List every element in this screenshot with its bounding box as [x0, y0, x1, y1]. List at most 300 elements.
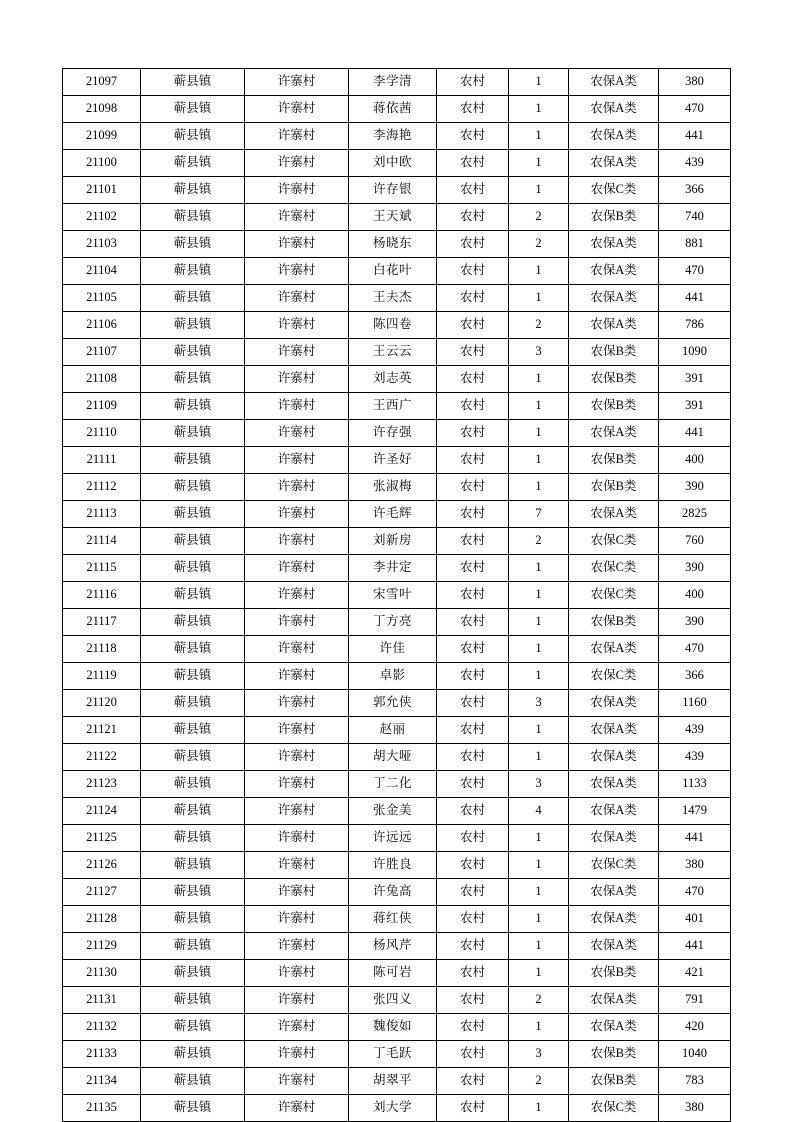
cell-amount: 740 [659, 204, 731, 231]
cell-people: 1 [509, 609, 569, 636]
table-row [63, 447, 731, 474]
cell-household-type: 农村 [437, 906, 509, 933]
cell-amount: 390 [659, 555, 731, 582]
cell-amount: 1479 [659, 798, 731, 825]
cell-household-type: 农村 [437, 204, 509, 231]
cell-household-type: 农村 [437, 123, 509, 150]
cell-village: 许寨村 [245, 1014, 349, 1041]
table-row [63, 609, 731, 636]
cell-category: 农保B类 [569, 474, 659, 501]
cell-category: 农保A类 [569, 285, 659, 312]
cell-village: 许寨村 [245, 609, 349, 636]
cell-category: 农保A类 [569, 987, 659, 1014]
cell-household-type: 农村 [437, 420, 509, 447]
cell-household-type: 农村 [437, 1041, 509, 1068]
cell-id: 21118 [63, 636, 141, 663]
cell-amount: 439 [659, 744, 731, 771]
cell-amount: 401 [659, 906, 731, 933]
cell-town: 蕲县镇 [141, 1014, 245, 1041]
cell-category: 农保B类 [569, 339, 659, 366]
cell-name: 刘中欧 [349, 150, 437, 177]
cell-village: 许寨村 [245, 825, 349, 852]
cell-town: 蕲县镇 [141, 879, 245, 906]
cell-category: 农保A类 [569, 744, 659, 771]
cell-household-type: 农村 [437, 1068, 509, 1095]
table-row [63, 852, 731, 879]
cell-town: 蕲县镇 [141, 447, 245, 474]
cell-people: 4 [509, 798, 569, 825]
table-row [63, 339, 731, 366]
table-row [63, 150, 731, 177]
cell-category: 农保B类 [569, 204, 659, 231]
cell-household-type: 农村 [437, 555, 509, 582]
cell-people: 1 [509, 933, 569, 960]
cell-amount: 439 [659, 150, 731, 177]
cell-village: 许寨村 [245, 123, 349, 150]
cell-household-type: 农村 [437, 285, 509, 312]
cell-town: 蕲县镇 [141, 258, 245, 285]
cell-category: 农保A类 [569, 636, 659, 663]
cell-people: 1 [509, 177, 569, 204]
cell-people: 1 [509, 960, 569, 987]
cell-people: 3 [509, 771, 569, 798]
cell-id: 21134 [63, 1068, 141, 1095]
cell-name: 许佳 [349, 636, 437, 663]
cell-people: 7 [509, 501, 569, 528]
cell-id: 21133 [63, 1041, 141, 1068]
cell-id: 21099 [63, 123, 141, 150]
cell-amount: 1160 [659, 690, 731, 717]
cell-household-type: 农村 [437, 312, 509, 339]
cell-category: 农保A类 [569, 879, 659, 906]
cell-name: 陈四卷 [349, 312, 437, 339]
cell-people: 3 [509, 339, 569, 366]
cell-village: 许寨村 [245, 447, 349, 474]
cell-id: 21111 [63, 447, 141, 474]
cell-amount: 441 [659, 285, 731, 312]
cell-people: 1 [509, 123, 569, 150]
cell-town: 蕲县镇 [141, 744, 245, 771]
cell-amount: 366 [659, 177, 731, 204]
cell-name: 蒋依茜 [349, 96, 437, 123]
cell-category: 农保C类 [569, 582, 659, 609]
cell-village: 许寨村 [245, 717, 349, 744]
cell-town: 蕲县镇 [141, 285, 245, 312]
table-row [63, 177, 731, 204]
cell-category: 农保B类 [569, 1068, 659, 1095]
cell-people: 1 [509, 636, 569, 663]
cell-name: 陈可岩 [349, 960, 437, 987]
table-row [63, 933, 731, 960]
table-row [63, 474, 731, 501]
cell-name: 胡翠平 [349, 1068, 437, 1095]
cell-category: 农保A类 [569, 906, 659, 933]
cell-id: 21113 [63, 501, 141, 528]
cell-id: 21112 [63, 474, 141, 501]
cell-town: 蕲县镇 [141, 609, 245, 636]
cell-category: 农保A类 [569, 690, 659, 717]
cell-people: 2 [509, 528, 569, 555]
cell-town: 蕲县镇 [141, 393, 245, 420]
table-row [63, 825, 731, 852]
table-row [63, 366, 731, 393]
cell-category: 农保B类 [569, 609, 659, 636]
cell-people: 1 [509, 420, 569, 447]
table-row [63, 285, 731, 312]
cell-people: 1 [509, 879, 569, 906]
cell-category: 农保A类 [569, 231, 659, 258]
table-body [63, 69, 731, 1122]
cell-category: 农保A类 [569, 501, 659, 528]
cell-id: 21100 [63, 150, 141, 177]
cell-id: 21116 [63, 582, 141, 609]
cell-category: 农保C类 [569, 663, 659, 690]
cell-category: 农保B类 [569, 366, 659, 393]
cell-category: 农保C类 [569, 555, 659, 582]
cell-village: 许寨村 [245, 555, 349, 582]
cell-amount: 439 [659, 717, 731, 744]
cell-amount: 391 [659, 366, 731, 393]
cell-amount: 791 [659, 987, 731, 1014]
cell-town: 蕲县镇 [141, 987, 245, 1014]
cell-id: 21124 [63, 798, 141, 825]
table-row [63, 663, 731, 690]
cell-household-type: 农村 [437, 771, 509, 798]
cell-people: 1 [509, 285, 569, 312]
cell-people: 1 [509, 69, 569, 96]
cell-village: 许寨村 [245, 258, 349, 285]
cell-village: 许寨村 [245, 420, 349, 447]
cell-category: 农保A类 [569, 420, 659, 447]
cell-amount: 470 [659, 96, 731, 123]
cell-town: 蕲县镇 [141, 582, 245, 609]
table-row [63, 582, 731, 609]
cell-name: 刘志英 [349, 366, 437, 393]
cell-id: 21128 [63, 906, 141, 933]
cell-amount: 441 [659, 420, 731, 447]
cell-village: 许寨村 [245, 582, 349, 609]
cell-household-type: 农村 [437, 501, 509, 528]
cell-household-type: 农村 [437, 987, 509, 1014]
cell-name: 刘大学 [349, 1095, 437, 1122]
cell-household-type: 农村 [437, 150, 509, 177]
table-row [63, 798, 731, 825]
table-row [63, 528, 731, 555]
cell-category: 农保A类 [569, 771, 659, 798]
cell-household-type: 农村 [437, 258, 509, 285]
cell-amount: 390 [659, 474, 731, 501]
cell-household-type: 农村 [437, 852, 509, 879]
cell-people: 1 [509, 393, 569, 420]
cell-household-type: 农村 [437, 96, 509, 123]
cell-id: 21120 [63, 690, 141, 717]
cell-id: 21131 [63, 987, 141, 1014]
cell-category: 农保A类 [569, 798, 659, 825]
cell-village: 许寨村 [245, 771, 349, 798]
cell-people: 1 [509, 825, 569, 852]
cell-village: 许寨村 [245, 501, 349, 528]
cell-town: 蕲县镇 [141, 825, 245, 852]
cell-id: 21109 [63, 393, 141, 420]
cell-name: 李海艳 [349, 123, 437, 150]
table-row [63, 1068, 731, 1095]
cell-name: 杨晓东 [349, 231, 437, 258]
cell-household-type: 农村 [437, 825, 509, 852]
cell-village: 许寨村 [245, 852, 349, 879]
cell-town: 蕲县镇 [141, 690, 245, 717]
cell-id: 21126 [63, 852, 141, 879]
table-row [63, 420, 731, 447]
cell-people: 1 [509, 744, 569, 771]
cell-town: 蕲县镇 [141, 1041, 245, 1068]
cell-people: 1 [509, 474, 569, 501]
cell-id: 21101 [63, 177, 141, 204]
cell-town: 蕲县镇 [141, 96, 245, 123]
table-row [63, 906, 731, 933]
cell-name: 许胜良 [349, 852, 437, 879]
cell-id: 21130 [63, 960, 141, 987]
cell-people: 1 [509, 555, 569, 582]
cell-household-type: 农村 [437, 960, 509, 987]
cell-town: 蕲县镇 [141, 528, 245, 555]
cell-village: 许寨村 [245, 231, 349, 258]
cell-household-type: 农村 [437, 231, 509, 258]
cell-category: 农保B类 [569, 1041, 659, 1068]
cell-id: 21121 [63, 717, 141, 744]
cell-town: 蕲县镇 [141, 123, 245, 150]
cell-name: 卓影 [349, 663, 437, 690]
cell-town: 蕲县镇 [141, 150, 245, 177]
cell-amount: 441 [659, 825, 731, 852]
cell-id: 21107 [63, 339, 141, 366]
cell-amount: 783 [659, 1068, 731, 1095]
cell-amount: 441 [659, 123, 731, 150]
cell-category: 农保C类 [569, 1095, 659, 1122]
cell-people: 1 [509, 852, 569, 879]
cell-id: 21127 [63, 879, 141, 906]
cell-village: 许寨村 [245, 798, 349, 825]
cell-village: 许寨村 [245, 663, 349, 690]
cell-id: 21102 [63, 204, 141, 231]
cell-id: 21123 [63, 771, 141, 798]
cell-category: 农保B类 [569, 393, 659, 420]
cell-name: 杨风芹 [349, 933, 437, 960]
cell-village: 许寨村 [245, 636, 349, 663]
table-row [63, 690, 731, 717]
cell-amount: 470 [659, 258, 731, 285]
cell-category: 农保C类 [569, 177, 659, 204]
cell-village: 许寨村 [245, 474, 349, 501]
cell-name: 王西广 [349, 393, 437, 420]
cell-town: 蕲县镇 [141, 852, 245, 879]
cell-people: 1 [509, 582, 569, 609]
cell-town: 蕲县镇 [141, 798, 245, 825]
cell-village: 许寨村 [245, 906, 349, 933]
cell-id: 21125 [63, 825, 141, 852]
cell-village: 许寨村 [245, 312, 349, 339]
cell-village: 许寨村 [245, 177, 349, 204]
cell-id: 21115 [63, 555, 141, 582]
cell-name: 许远远 [349, 825, 437, 852]
cell-id: 21110 [63, 420, 141, 447]
table-row [63, 1014, 731, 1041]
cell-people: 1 [509, 1014, 569, 1041]
cell-name: 许存强 [349, 420, 437, 447]
cell-category: 农保A类 [569, 1014, 659, 1041]
cell-household-type: 农村 [437, 339, 509, 366]
cell-id: 21119 [63, 663, 141, 690]
cell-amount: 786 [659, 312, 731, 339]
cell-people: 2 [509, 987, 569, 1014]
cell-town: 蕲县镇 [141, 204, 245, 231]
cell-id: 21122 [63, 744, 141, 771]
cell-id: 21104 [63, 258, 141, 285]
cell-amount: 390 [659, 609, 731, 636]
cell-household-type: 农村 [437, 798, 509, 825]
cell-town: 蕲县镇 [141, 312, 245, 339]
cell-category: 农保A类 [569, 69, 659, 96]
cell-village: 许寨村 [245, 744, 349, 771]
cell-name: 刘新房 [349, 528, 437, 555]
cell-amount: 391 [659, 393, 731, 420]
table-row [63, 771, 731, 798]
cell-name: 魏俊如 [349, 1014, 437, 1041]
cell-amount: 380 [659, 1095, 731, 1122]
cell-village: 许寨村 [245, 1095, 349, 1122]
cell-people: 3 [509, 690, 569, 717]
cell-id: 21108 [63, 366, 141, 393]
cell-name: 蒋红侠 [349, 906, 437, 933]
table-row [63, 879, 731, 906]
cell-household-type: 农村 [437, 177, 509, 204]
cell-town: 蕲县镇 [141, 420, 245, 447]
cell-id: 21097 [63, 69, 141, 96]
cell-town: 蕲县镇 [141, 1095, 245, 1122]
cell-people: 2 [509, 1068, 569, 1095]
cell-village: 许寨村 [245, 1041, 349, 1068]
cell-town: 蕲县镇 [141, 501, 245, 528]
cell-household-type: 农村 [437, 609, 509, 636]
cell-town: 蕲县镇 [141, 906, 245, 933]
cell-amount: 470 [659, 879, 731, 906]
cell-village: 许寨村 [245, 1068, 349, 1095]
cell-people: 1 [509, 717, 569, 744]
cell-amount: 470 [659, 636, 731, 663]
cell-name: 许圣好 [349, 447, 437, 474]
cell-amount: 2825 [659, 501, 731, 528]
cell-town: 蕲县镇 [141, 231, 245, 258]
table-row [63, 555, 731, 582]
cell-amount: 1133 [659, 771, 731, 798]
cell-amount: 760 [659, 528, 731, 555]
table-row [63, 312, 731, 339]
cell-name: 许兔高 [349, 879, 437, 906]
table-row [63, 1041, 731, 1068]
cell-people: 2 [509, 312, 569, 339]
cell-town: 蕲县镇 [141, 960, 245, 987]
cell-village: 许寨村 [245, 528, 349, 555]
cell-category: 农保A类 [569, 825, 659, 852]
cell-people: 1 [509, 906, 569, 933]
subsidy-table [62, 68, 731, 1122]
table-row [63, 1095, 731, 1122]
cell-name: 丁毛跃 [349, 1041, 437, 1068]
cell-name: 王夫杰 [349, 285, 437, 312]
cell-category: 农保A类 [569, 123, 659, 150]
cell-town: 蕲县镇 [141, 636, 245, 663]
table-row [63, 393, 731, 420]
cell-amount: 380 [659, 852, 731, 879]
cell-household-type: 农村 [437, 582, 509, 609]
cell-town: 蕲县镇 [141, 474, 245, 501]
cell-amount: 420 [659, 1014, 731, 1041]
cell-id: 21132 [63, 1014, 141, 1041]
cell-id: 21129 [63, 933, 141, 960]
cell-id: 21114 [63, 528, 141, 555]
cell-people: 1 [509, 447, 569, 474]
cell-id: 21117 [63, 609, 141, 636]
table-row [63, 987, 731, 1014]
cell-name: 郭允侠 [349, 690, 437, 717]
cell-category: 农保A类 [569, 717, 659, 744]
cell-town: 蕲县镇 [141, 663, 245, 690]
cell-village: 许寨村 [245, 960, 349, 987]
table-row [63, 258, 731, 285]
cell-amount: 400 [659, 582, 731, 609]
cell-village: 许寨村 [245, 285, 349, 312]
cell-people: 1 [509, 150, 569, 177]
cell-id: 21106 [63, 312, 141, 339]
table-row [63, 204, 731, 231]
cell-people: 3 [509, 1041, 569, 1068]
cell-village: 许寨村 [245, 366, 349, 393]
cell-household-type: 农村 [437, 528, 509, 555]
table-row [63, 96, 731, 123]
cell-household-type: 农村 [437, 690, 509, 717]
table-row [63, 717, 731, 744]
cell-household-type: 农村 [437, 1014, 509, 1041]
cell-village: 许寨村 [245, 879, 349, 906]
cell-name: 王云云 [349, 339, 437, 366]
cell-amount: 366 [659, 663, 731, 690]
cell-name: 李学清 [349, 69, 437, 96]
cell-amount: 441 [659, 933, 731, 960]
cell-category: 农保B类 [569, 960, 659, 987]
cell-category: 农保A类 [569, 933, 659, 960]
cell-name: 宋雪叶 [349, 582, 437, 609]
table-row [63, 69, 731, 96]
cell-people: 1 [509, 366, 569, 393]
cell-name: 许存银 [349, 177, 437, 204]
cell-name: 张淑梅 [349, 474, 437, 501]
cell-people: 1 [509, 1095, 569, 1122]
cell-household-type: 农村 [437, 474, 509, 501]
table-row [63, 231, 731, 258]
cell-town: 蕲县镇 [141, 339, 245, 366]
cell-household-type: 农村 [437, 636, 509, 663]
table-row [63, 744, 731, 771]
table-row [63, 960, 731, 987]
cell-town: 蕲县镇 [141, 555, 245, 582]
cell-village: 许寨村 [245, 204, 349, 231]
cell-household-type: 农村 [437, 717, 509, 744]
cell-village: 许寨村 [245, 987, 349, 1014]
cell-category: 农保A类 [569, 312, 659, 339]
cell-name: 李井定 [349, 555, 437, 582]
cell-town: 蕲县镇 [141, 1068, 245, 1095]
cell-category: 农保C类 [569, 528, 659, 555]
cell-category: 农保A类 [569, 258, 659, 285]
